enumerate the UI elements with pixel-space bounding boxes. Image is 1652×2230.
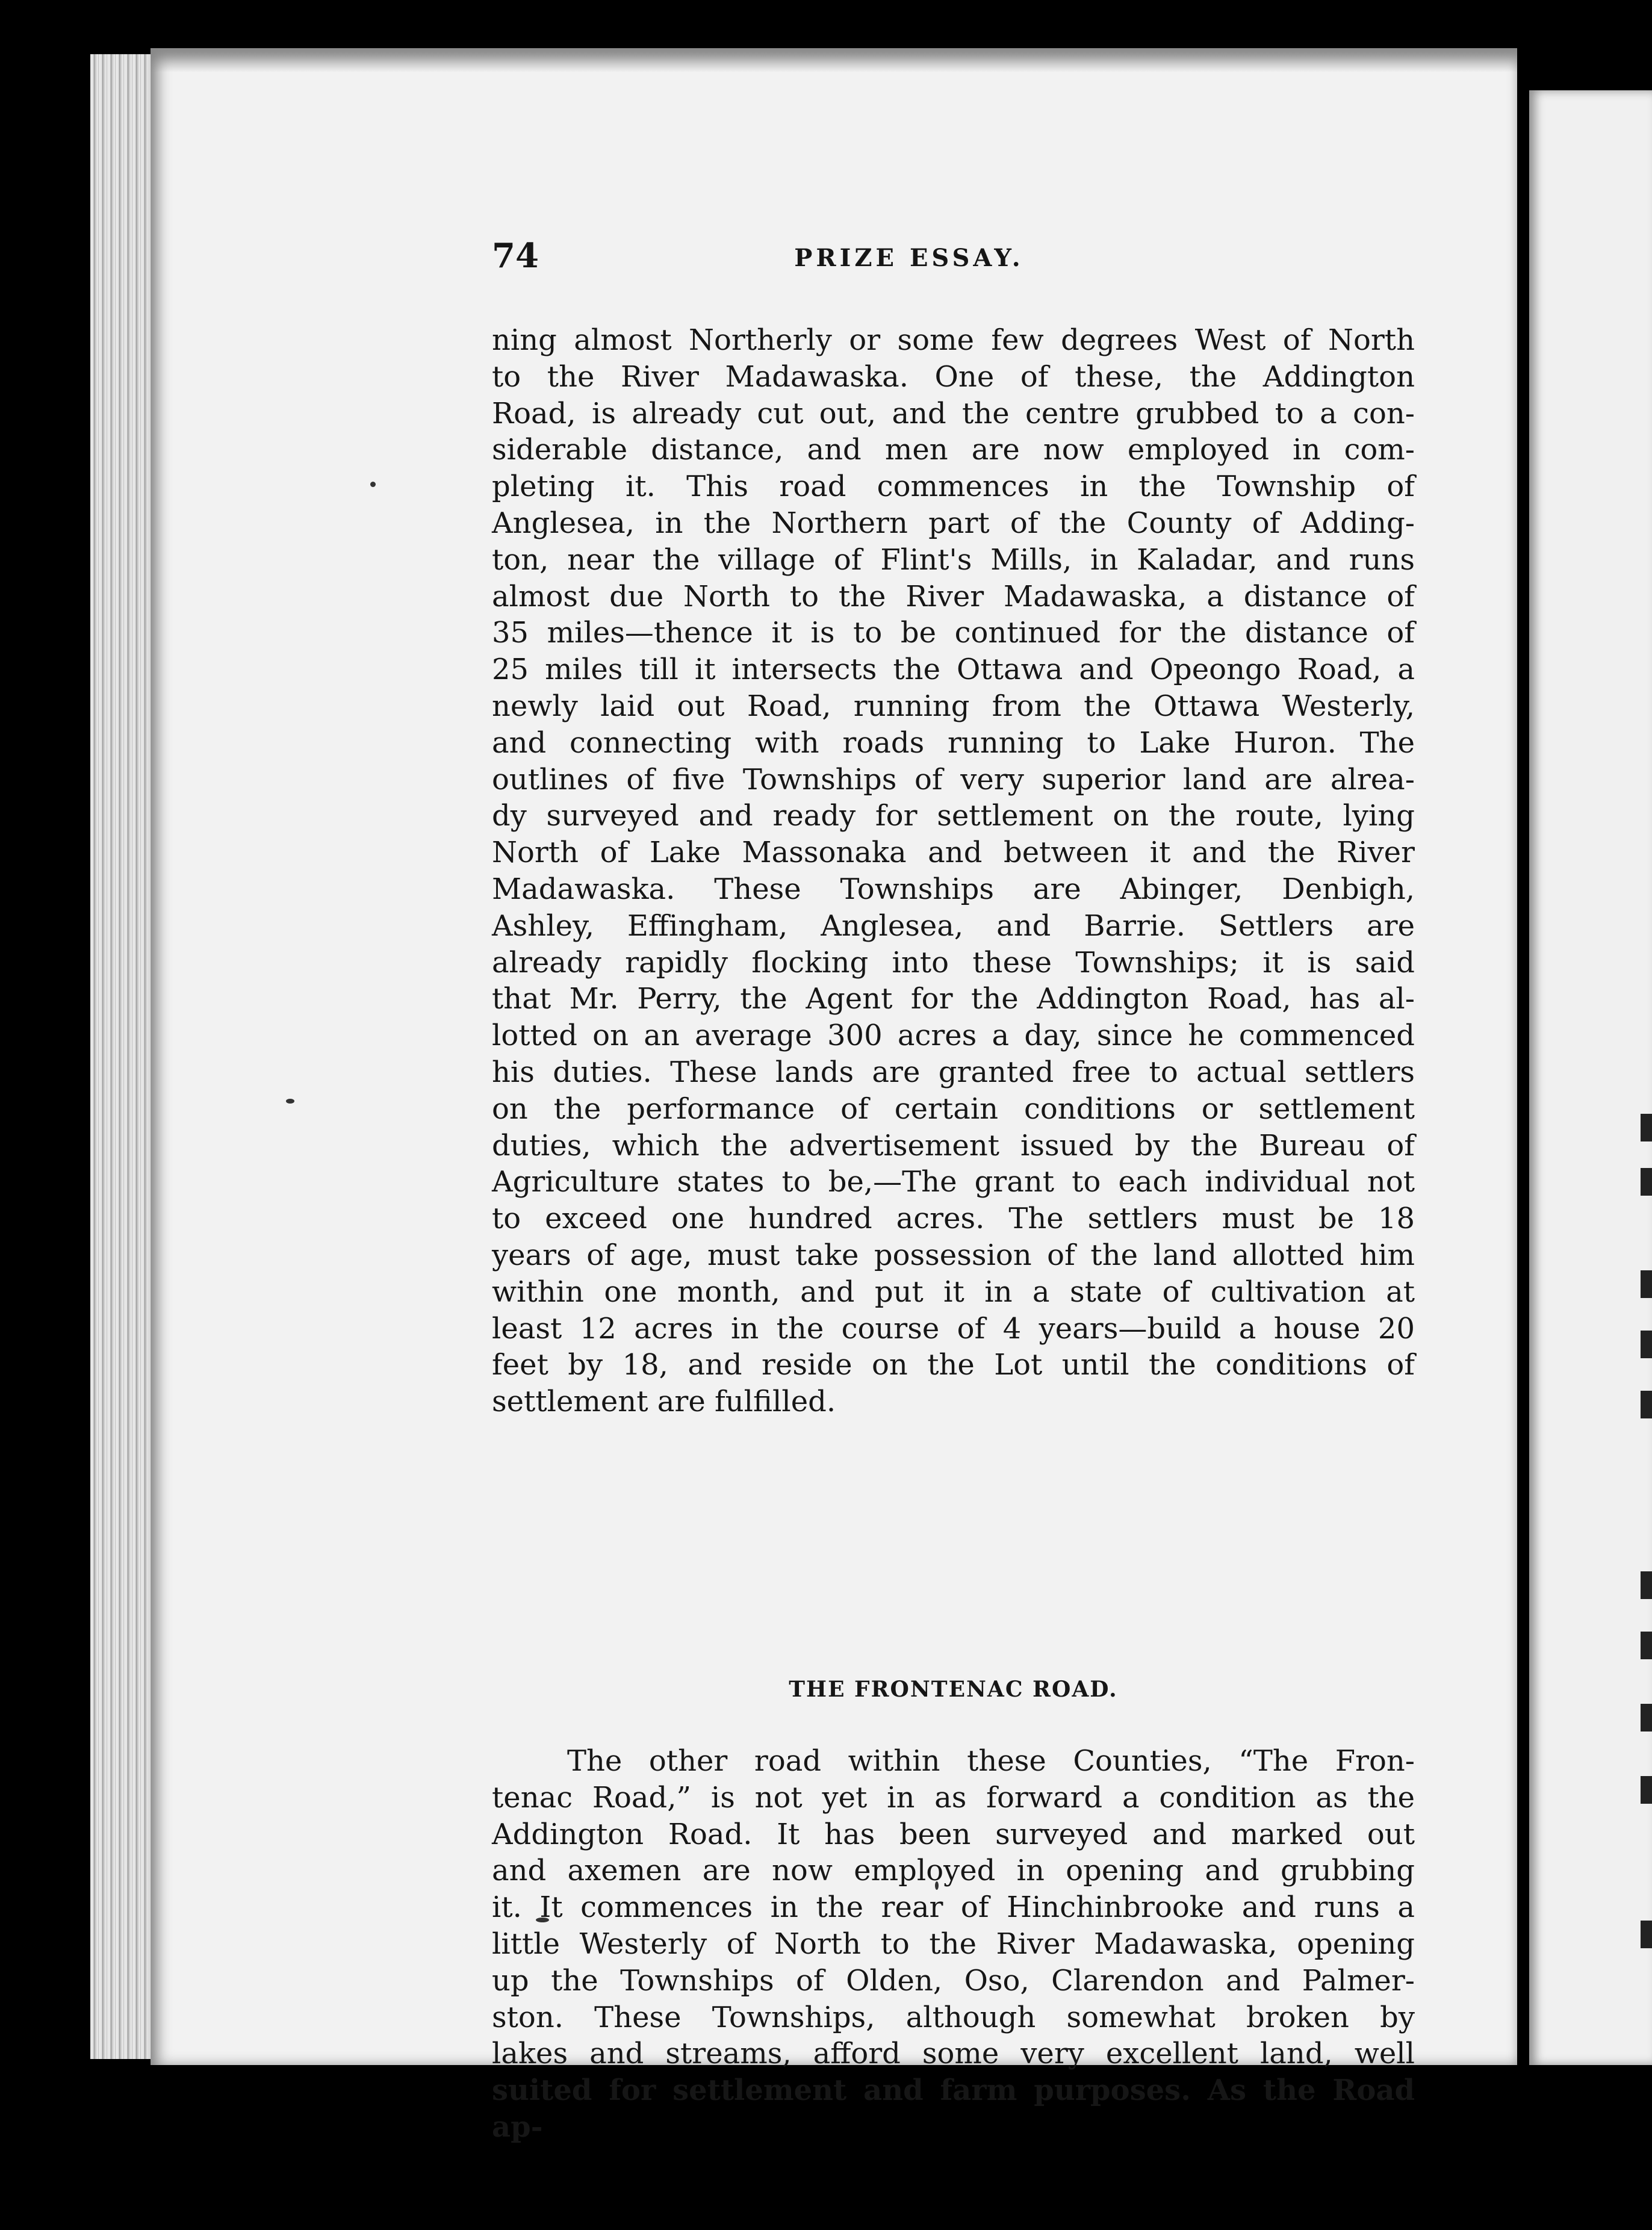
text-line: to the River Madawaska. One of these, the Addington (492, 359, 1415, 394)
text-line: 35 miles—thence it is to be continued for the distance of (492, 616, 1415, 650)
text-line: The other road within these Counties, “The Fron- (567, 1744, 1415, 1778)
running-head (343, 238, 1391, 274)
paragraph-frontenac-road (492, 1743, 1415, 2146)
adjacent-page-text-fragment (1641, 1776, 1652, 1804)
text-line: feet by 18, and reside on the Lot until the conditions of (492, 1348, 1415, 1382)
text-line: least 12 acres in the course of 4 years—build a house 20 (492, 1311, 1415, 1346)
text-line: little Westerly of North to the River Madawaska, opening (492, 1927, 1415, 1961)
ink-speck (370, 482, 376, 487)
text-line: to exceed one hundred acres. The settlers must be 18 (492, 1202, 1415, 1236)
text-line: years of age, must take possession of the land allotted him (492, 1238, 1415, 1272)
adjacent-page-edge (1529, 90, 1652, 2065)
text-line: ton, near the village of Flint's Mills, in Kaladar, and runs (492, 542, 1415, 577)
adjacent-page-text-fragment (1641, 1571, 1652, 1599)
text-line: lotted on an average 300 acres a day, since he commenced (492, 1019, 1415, 1053)
text-line: up the Townships of Olden, Oso, Clarendon and Palmer- (492, 1963, 1415, 1998)
text-line: settlement are fulfilled. (492, 1385, 836, 1419)
text-line: on the performance of certain conditions or settlement (492, 1092, 1415, 1126)
text-line: and connecting with roads running to Lake Huron. The (492, 725, 1415, 760)
text-line: Road, is already cut out, and the centre grubbed to a con- (492, 396, 1415, 430)
text-line: Addington Road. It has been surveyed and marked out (492, 1817, 1415, 1851)
text-line: tenac Road,” is not yet in as forward a condition as the (492, 1780, 1415, 1815)
text-line: dy surveyed and ready for settlement on the route, lying (492, 799, 1415, 833)
text-line: that Mr. Perry, the Agent for the Addington Road, has al- (492, 982, 1415, 1016)
text-line: his duties. These lands are granted free to actual settlers (492, 1055, 1415, 1089)
adjacent-page-text-fragment (1641, 1114, 1652, 1141)
page-number: 74 (492, 236, 539, 276)
adjacent-page-text-fragment (1641, 1270, 1652, 1298)
text-line: already rapidly flocking into these Townships; it is said (492, 945, 1415, 980)
text-line: newly laid out Road, running from the Ottawa Westerly, (492, 689, 1415, 723)
page-content (343, 236, 1415, 2144)
text-line: ning almost Northerly or some few degrees West of North (492, 323, 1415, 357)
adjacent-page-text-fragment (1641, 1632, 1652, 1659)
text-line: suited for settlement and farm purposes. As the Road ap- (492, 2073, 1415, 2144)
running-title: PRIZE ESSAY. (794, 244, 1024, 272)
text-line: pleting it. This road commences in the Township of (492, 470, 1415, 504)
book-page-edges (90, 54, 160, 2059)
text-line: Madawaska. These Townships are Abinger, Denbigh, (492, 872, 1415, 906)
text-line: almost due North to the River Madawaska, a distance of (492, 579, 1415, 613)
paragraph-addington-road (492, 322, 1415, 1420)
text-line: Ashley, Effingham, Anglesea, and Barrie. Settlers are (492, 908, 1415, 943)
text-line: 25 miles till it intersects the Ottawa and Opeongo Road, a (492, 653, 1415, 687)
text-line: siderable distance, and men are now employed in com- (492, 433, 1415, 467)
section-heading: THE FRONTENAC ROAD. (789, 1677, 1118, 1702)
text-line: and axemen are now employed in opening and grubbing (492, 1854, 1415, 1888)
adjacent-page-text-fragment (1641, 1331, 1652, 1358)
ink-speck (286, 1099, 294, 1104)
text-line: it. It commences in the rear of Hinchinbrooke and runs a (492, 1890, 1415, 1925)
page-top-shadow (151, 48, 1517, 72)
text-line: ston. These Townships, although somewhat broken by (492, 2000, 1415, 2034)
adjacent-page-text-fragment (1641, 1704, 1652, 1732)
adjacent-page-text-fragment (1641, 1168, 1652, 1196)
adjacent-page-text-fragment (1641, 1921, 1652, 1948)
text-line: North of Lake Massonaka and between it and the River (492, 836, 1415, 870)
text-line: outlines of five Townships of very superior land are alrea- (492, 762, 1415, 797)
text-line: lakes and streams, afford some very excellent land, well (492, 2037, 1415, 2071)
text-line: Agriculture states to be,—The grant to each individual not (492, 1165, 1415, 1199)
text-line: Anglesea, in the Northern part of the County of Adding- (492, 506, 1415, 540)
text-line: within one month, and put it in a state of cultivation at (492, 1275, 1415, 1309)
text-line: duties, which the advertisement issued by the Bureau of (492, 1128, 1415, 1163)
adjacent-page-text-fragment (1641, 1391, 1652, 1418)
